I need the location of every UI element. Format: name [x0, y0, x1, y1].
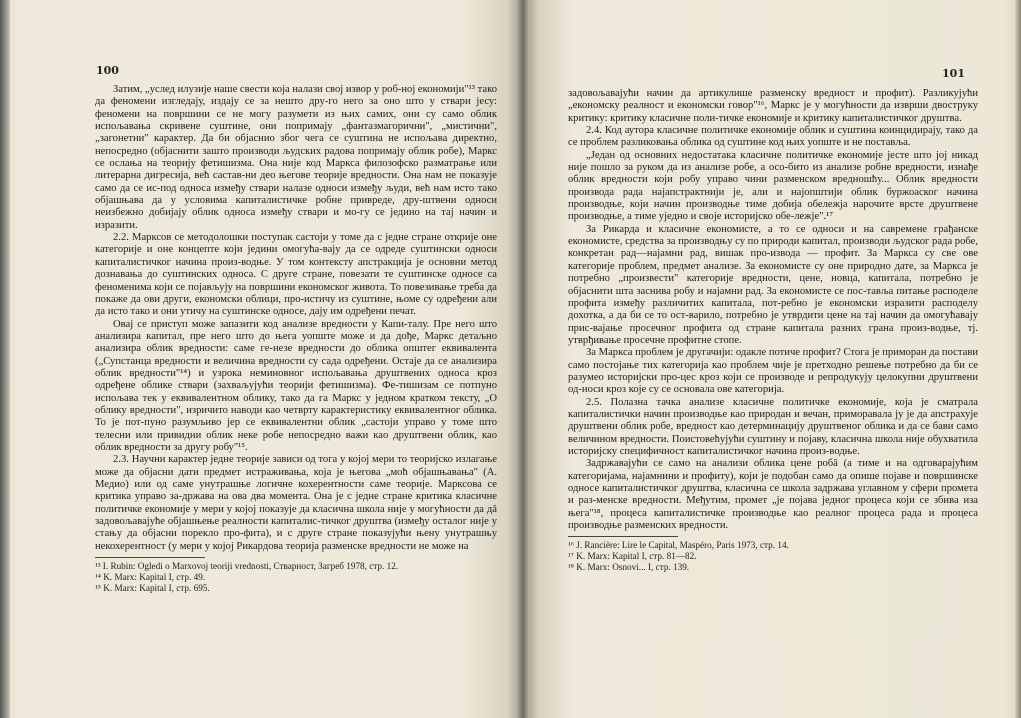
page-number: 101 — [942, 67, 965, 80]
page-edge — [1015, 0, 1021, 718]
paragraph: 2.4. Код аутора класичне политичке економије облик и суштина коинцидирају, тако да се проблем разликовања облика од суштине код њих уопште и не поставља. — [568, 125, 978, 149]
page-text — [568, 88, 978, 573]
footnote: ¹⁷ K. Marx: Kapital I, стр. 81—82. — [568, 551, 697, 562]
paragraph: Задржавајући се само на анализи облика цене робâ (а тиме и на одговарајућим категоријама, најамнини и профиту), који је подобан само да опише појаве и површинске односе капиталистичког друштва, класична се школа задржава углавном у сфери промета и раз-менске вредности. Међутим, промет „је појава једног процеса који се збива иза њега"¹⁸, процеса капиталистичке производње као реалног процеса рада и процеса производње разменских вредности. — [568, 458, 978, 532]
block-quote: „Један од основних недостатака класичне политичке економије јесте што јој никад није пошло за руком да из анализе робе, а осо-бито из анализе робне вредности, изнађе облик вредности који робу управо чини разменском вредношћу... Облик вредности производа рада најапстрактнији је, али и најопштији облик буржоаског начина производње, који начин производње тиме добија обележја нарочите врсте друштвене производње, а тиме уједно и своје историјско обе-лежје".¹⁷ — [568, 149, 978, 223]
footnote-rule — [568, 536, 678, 537]
paragraph: Овај се приступ може запазити код анализе вредности у Капи-талу. Пре него што анализира капитал, пре него што до њега уопште може и да дође, Маркс детаљно анализира облик вредности: саме ге-незе вредности до облика општег еквивалента („Супстанца вредности и величина вредности су сада одређени. Остаје да се анализира облик вредности"¹⁴) и узрока неминовног испољавања друштвених односа кроз одређене облике ствари (захваљујући теорији фетишизма). Фе-тишизам се потпуно испољава тек у еквивалентном облику, тако да га Маркс у једном кратком тексту, „О облику вредности", изричито наводи као четврту карактеристику еквивалентног облика. То је пот-пуно разумљиво јер се еквивалентни облик „састоји управо у томе што телесни или привидни облик неке робе непосредно важи као друштвени облик, као облик вредности за другу робу"¹⁵. — [95, 318, 497, 453]
paragraph: задовољавајући начин да артикулише разменску вредност и профит). Разликујући „економску реалност и економски говор"¹⁶, Маркс је у могућности да изврши двоструку критику: критику класичне поли-тичке економије и критику капиталистичког друштва. — [568, 88, 978, 124]
footnote: ¹⁸ K. Marx: Osnovi... I, стр. 139. — [568, 562, 690, 573]
paragraph: 2.2. Марксов се методолошки поступак састоји у томе да с једне стране открије оне категорије и оне концепте који једини омогућа-вају да се одреде суштински односи капиталистичког начина произ-водње. У том контексту апстракција је основни метод дознавања до суштинских односа. С друге стране, повезати те суштинске односе са феноменима који се појављују на површини економског живота. То повезивање треба да покаже да ови други, економски облици, про-истичу из суштине, њоме су одређени али да исто тако и они утичу на суштинске односе, дају им одређени печат. — [95, 232, 497, 318]
right-page — [523, 0, 1021, 718]
paragraph: 2.3. Научни карактер једне теорије зависи од тога у којој мери то теоријско излагање може да објасни дати предмет истраживања, која је његова „моћ објашњавања" (А. Медио) или од саме унутрашње логичне кохерентности саме теорије. Марксова се критика управо за-држава на ова два момента. Она је с једне стране критика класичне политичке економије у мери у којој показује да класична школа није у могућности да дâ задовољавајуће објашњење реалности капиталис-тичког друштва (између осталог није у стању да објасни порекло про-фита), и с друге стране показујући њену унутрашњу некохерентност (у мери у којој Рикардова теорија разменске вредности не може на — [95, 454, 497, 552]
footnote: ¹⁴ K. Marx: Kapital I, стр. 49. — [95, 572, 206, 583]
book-gutter — [516, 0, 530, 718]
footnote: ¹⁵ K. Marx: Kapital I, стр. 695. — [95, 583, 210, 594]
book-spine-edge — [0, 0, 10, 718]
page-text — [95, 84, 497, 594]
paragraph: За Рикарда и класичне економисте, а то се односи и на савремене грађанске економисте, средства за производњу су по природи капитал, производи људског рада робе, конкретан рад—најамни рад, вишак про-извода — профит. За Маркса су све ове категорије проблем, предмет анализе. За економисте су оне природно дате, за Маркса је потребно „произвести" категорије вредности, цене, новца, капитала, потребно је објаснити шта заснива робу и најамни рад. За економисте се пос-тавља питање расподеле профита између различитих капитала, пот-ребно је економски изразити расподелу дохотка, а да би се то ост-варило, потребно је утврдити цене на тај начин да омогућавају прис-вајање просечног профита од стране капитала разних грана произ-водње, тј. утврђивање просечне профитне стопе. — [568, 223, 978, 346]
paragraph: За Маркса проблем је другачији: одакле потиче профит? Стога је приморан да постави само постојање тих категорија као проблем чије је претходно решење потребно да би се разумео историјски про-цес кроз који се производе и репродукују целокупни друштвени од-носи кроз које су се основала ове категорија. — [568, 347, 978, 396]
footnote: ¹³ I. Rubin: Ogledi o Marxovoj teoriji vrednosti, Стварност, Загреб 1978, стр. 12. — [95, 561, 399, 572]
paragraph: 2.5. Полазна тачка анализе класичне политичке економије, која је сматрала капиталистички начин производње као природан и вечан, приморавала ју је да апстрахује друштвени облик робе, вредност као детерминацију друштвеног облика и да се бави само величином вредности. Поистовећујући суштину и појаву, класична школа није обухватила историјску специфичност капиталистичког начина произ-водње. — [568, 396, 978, 457]
footnote-rule — [95, 557, 205, 558]
page-number: 100 — [96, 64, 119, 77]
footnote: ¹⁶ J. Rancière: Lire le Capital, Maspéro, Paris 1973, стр. 14. — [568, 540, 789, 551]
paragraph: Затим, „услед илузије наше свести која налази свој извор у роб-ној економији"¹³ тако да феномени изгледају, издају се за нешто дру-го него за оно што у ствари јесу: феномени на површини се не могу разумети из њих самих, они су само облик испољавања скривене суштине, они попримају „фантазмагорични", „мистични", „загонетни" карактер. Да би објаснио због чега се суштина не испољава директно, непосредно (објаснити зашто производи људских радова попримају облик робе), Маркс се ослања на теорију фетишизма. Она није код Маркса филозофско разматрање или литерарна дигресија, већ састав-ни део његове теорије вредности. Она нам не показује само да се ис-под односа између ствари налазе односи између људи, већ нам исто тако објашњава да у условима капиталистичке робне привреде, дру-штвени односи неизбежно добијају облик односа између ствари и мо-гу се једино на тај начин и изразити. — [95, 84, 497, 231]
